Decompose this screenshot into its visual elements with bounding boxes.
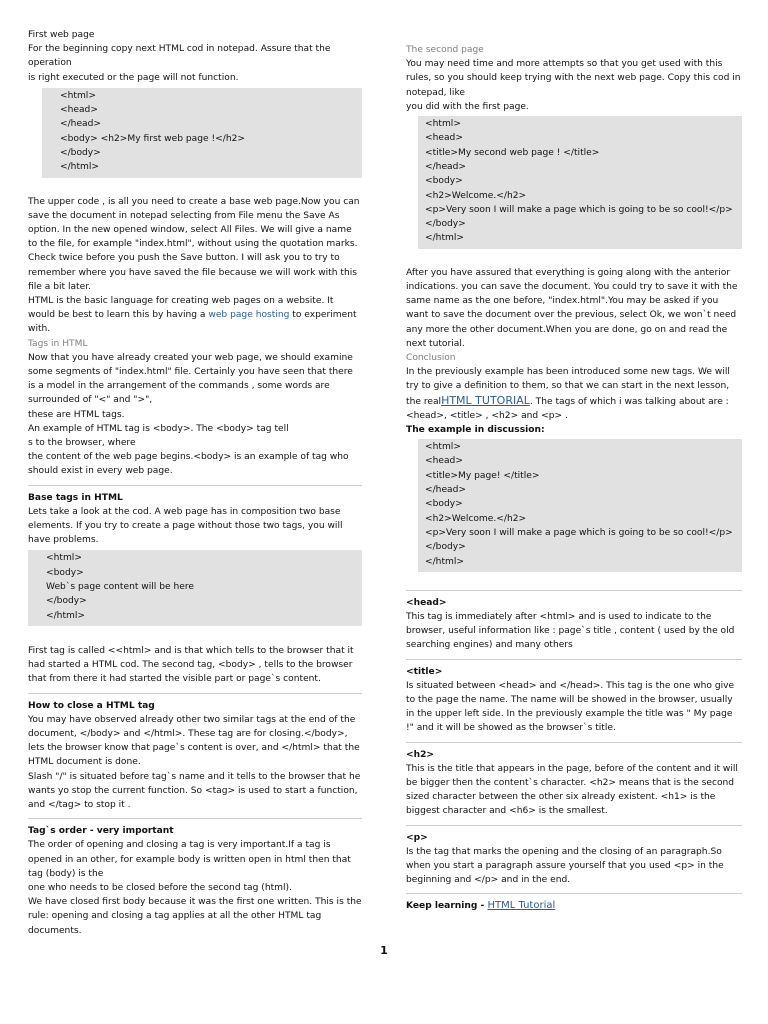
p-tag-heading: <p> xyxy=(406,832,428,843)
tag-order-heading: Tag`s order - very important xyxy=(28,826,174,837)
code-line: <body> <h2>My first web page !</h2> xyxy=(60,133,245,144)
base-tags-paragraph: Lets take a look at the cod. A web page has in composition two base elements. If you try to create a page without those two tags, you will have problems. xyxy=(28,506,343,546)
h2-tag-heading: <h2> xyxy=(406,749,435,760)
code-line: Web`s page content will be here xyxy=(46,582,194,593)
code-line: </html> xyxy=(425,233,465,244)
code-line: <title>My page! </title> xyxy=(425,470,540,481)
code-block-base-tags xyxy=(28,550,362,625)
intro-line-2: is right executed or the page will not function. xyxy=(28,72,239,83)
code-line: <h2>Welcome.</h2> xyxy=(425,513,527,524)
intro-line-1: For the beginning copy next HTML cod in notepad. Assure that the operation xyxy=(28,44,331,69)
code-line: <html> xyxy=(425,442,461,453)
first-tag-paragraph: First tag is called <<html> and is that which tells to the browser that it had started a HTML cod. The second tag, <body> , tells to the browser that from there it had started the visible part or page`s content. xyxy=(28,645,354,685)
code-line: </head> xyxy=(425,485,467,496)
code-line: </body> xyxy=(425,219,466,230)
after-paragraph: After you have assured that everything is going along with the anterior indications. you can save the document. You could try to save it with the same name as the one before, "index.html".You may be asked if you want to save the document over the previous, select Ok, we won`t need any more the other document.When you are done, go on and read the next tutorial. xyxy=(406,267,738,349)
basic-text-end: to experiment with. xyxy=(28,310,357,335)
title-tag-paragraph: Is situated between <head> and </head>. This tag is the one who give to the page the name. The name will be showed in the browser, usually in the upper left side. In the previously example the title was " My page !" and it will be showed as the browser`s title. xyxy=(406,680,735,734)
divider xyxy=(406,590,742,591)
h2-tag-paragraph: This is the title that appears in the page, before of the content and it will be bigger then the content`s character. <h2> means that is the second sized character between the other six already existent. <h1> is the biggest character and <h6> is the smallest. xyxy=(406,763,738,817)
tags-in-html-heading: Tags in HTML xyxy=(28,338,88,349)
tags-line: these are HTML tags. xyxy=(28,409,125,420)
divider xyxy=(406,893,742,894)
divider xyxy=(28,693,362,694)
code-line: <p>Very soon I will make a page which is going to be so cool!</p> xyxy=(425,527,733,538)
html-tutorial-link[interactable]: HTML TUTORIAL xyxy=(441,393,530,407)
divider xyxy=(28,818,362,819)
code-block-example xyxy=(418,439,742,572)
code-line: <html> xyxy=(425,119,461,130)
keep-learning-label: Keep learning - xyxy=(406,901,488,912)
code-line: <html> xyxy=(46,553,82,564)
code-line: </body> xyxy=(425,542,466,553)
second-page-line: you did with the first page. xyxy=(406,101,529,112)
tag-order-paragraph: The order of opening and closing a tag is very important.If a tag is opened in an other, for example body is written open in html then that tag (body) is the xyxy=(28,840,351,879)
conclusion-paragraph xyxy=(406,365,742,423)
code-line: </head> xyxy=(60,119,102,130)
upper-code-paragraph: The upper code , is all you need to create a base web page.Now you can save the document in notepad selecting from File menu the Save As option. In the new opened window, select All Files. We will give a name to the file, for example "index.html", without using the quotation marks. Check twice before you push the Save button. I will ask you to try to remember where you have saved the file because we will work with this file a bit later. xyxy=(28,196,360,292)
conclusion-heading: Conclusion xyxy=(406,352,456,363)
keep-learning-line xyxy=(406,899,742,913)
conclusion-text-end: . The tags of which i was talking about are : <head>, <title> , <h2> and <p> . xyxy=(406,396,729,421)
divider xyxy=(406,742,742,743)
page-number: 1 xyxy=(380,944,388,957)
divider xyxy=(406,825,742,826)
code-line: </body> xyxy=(46,596,87,607)
head-tag-heading: <head> xyxy=(406,597,447,608)
example-heading: The example in discussion: xyxy=(406,424,545,435)
basic-language-paragraph xyxy=(28,294,362,337)
slash-paragraph: Slash "/" is situated before tag`s name and it tells to the browser that he wants yo stop the current function. So <tag> is used to start a function, and </tag> to stop it . xyxy=(28,771,361,810)
base-tags-heading: Base tags in HTML xyxy=(28,492,123,503)
code-block-second-page xyxy=(418,116,742,249)
code-line: <body> xyxy=(425,499,463,510)
code-line: </body> xyxy=(60,148,101,158)
right-column xyxy=(406,43,742,914)
left-column xyxy=(28,28,362,938)
code-line: <html> xyxy=(60,90,96,101)
head-tag-paragraph: This tag is immediately after <html> and is used to indicate to the browser, useful information like : page`s title , content ( used by the old searching engines) and many others xyxy=(406,612,735,651)
code-line: </html> xyxy=(425,556,465,567)
tag-order-line: one who needs to be closed before the second tag (html). xyxy=(28,883,292,893)
code-line: </head> xyxy=(425,161,467,172)
tags-paragraph: Now that you have already created your web page, we should examine some segments of "index.html" file. Certainly you have seen that there is a model in the arrangement of the commands , some words are surrounded of "<" and ">", xyxy=(28,352,353,406)
code-line: <head> xyxy=(60,105,98,116)
basic-text-start: HTML is the basic language for creating web pages on a website. It would be best to learn this by having a xyxy=(28,296,334,321)
tags-line: An example of HTML tag is <body>. The <body> tag tell xyxy=(28,423,289,434)
conclusion-text-start: In the previously example has been introduced some new tags. We will try to give a definition to them, so that we can start in the next lesson, the real xyxy=(406,367,730,407)
code-block-first-page xyxy=(42,88,362,178)
code-line: <head> xyxy=(425,456,463,467)
divider xyxy=(28,485,362,486)
p-tag-paragraph: Is the tag that marks the opening and the closing of an paragraph.So when you start a paragraph assure yourself that you used <p> in the beginning and </p> and in the end. xyxy=(406,846,724,886)
first-page-title: First web page xyxy=(28,30,95,40)
tags-line: the content of the web page begins.<body> is an example of tag who should exist in every web page. xyxy=(28,452,349,477)
code-line: <head> xyxy=(425,133,463,144)
tag-order-paragraph-2: We have closed first body because it was the first one written. This is the rule: opening and closing a tag applies at all the other HTML tag documents. xyxy=(28,897,362,936)
second-page-heading: The second page xyxy=(406,45,484,55)
code-line: </html> xyxy=(46,610,86,621)
close-tag-paragraph: You may have observed already other two similar tags at the end of the document, </body> and </html>. These tag are for closing.</body>, lets the browser know that page`s content is over, and </html> that the HTML document is done. xyxy=(28,714,360,768)
web-page-hosting-link[interactable]: web page hosting xyxy=(208,310,290,321)
code-line: <h2>Welcome.</h2> xyxy=(425,190,527,201)
second-page-paragraph: You may need time and more attempts so that you get used with this rules, so you should keep trying with the next web page. Copy this cod in notepad, like xyxy=(406,59,741,98)
code-line: <title>My second web page ! </title> xyxy=(425,147,600,158)
divider xyxy=(406,659,742,660)
code-line: <body> xyxy=(46,567,84,578)
code-line: <p>Very soon I will make a page which is going to be so cool!</p> xyxy=(425,204,733,215)
tags-line: s to the browser, where xyxy=(28,438,136,449)
code-line: <body> xyxy=(425,176,463,187)
code-line: </html> xyxy=(60,162,100,173)
close-tag-heading: How to close a HTML tag xyxy=(28,700,155,711)
html-tutorial-footer-link[interactable]: HTML Tutorial xyxy=(487,900,556,912)
title-tag-heading: <title> xyxy=(406,666,443,677)
